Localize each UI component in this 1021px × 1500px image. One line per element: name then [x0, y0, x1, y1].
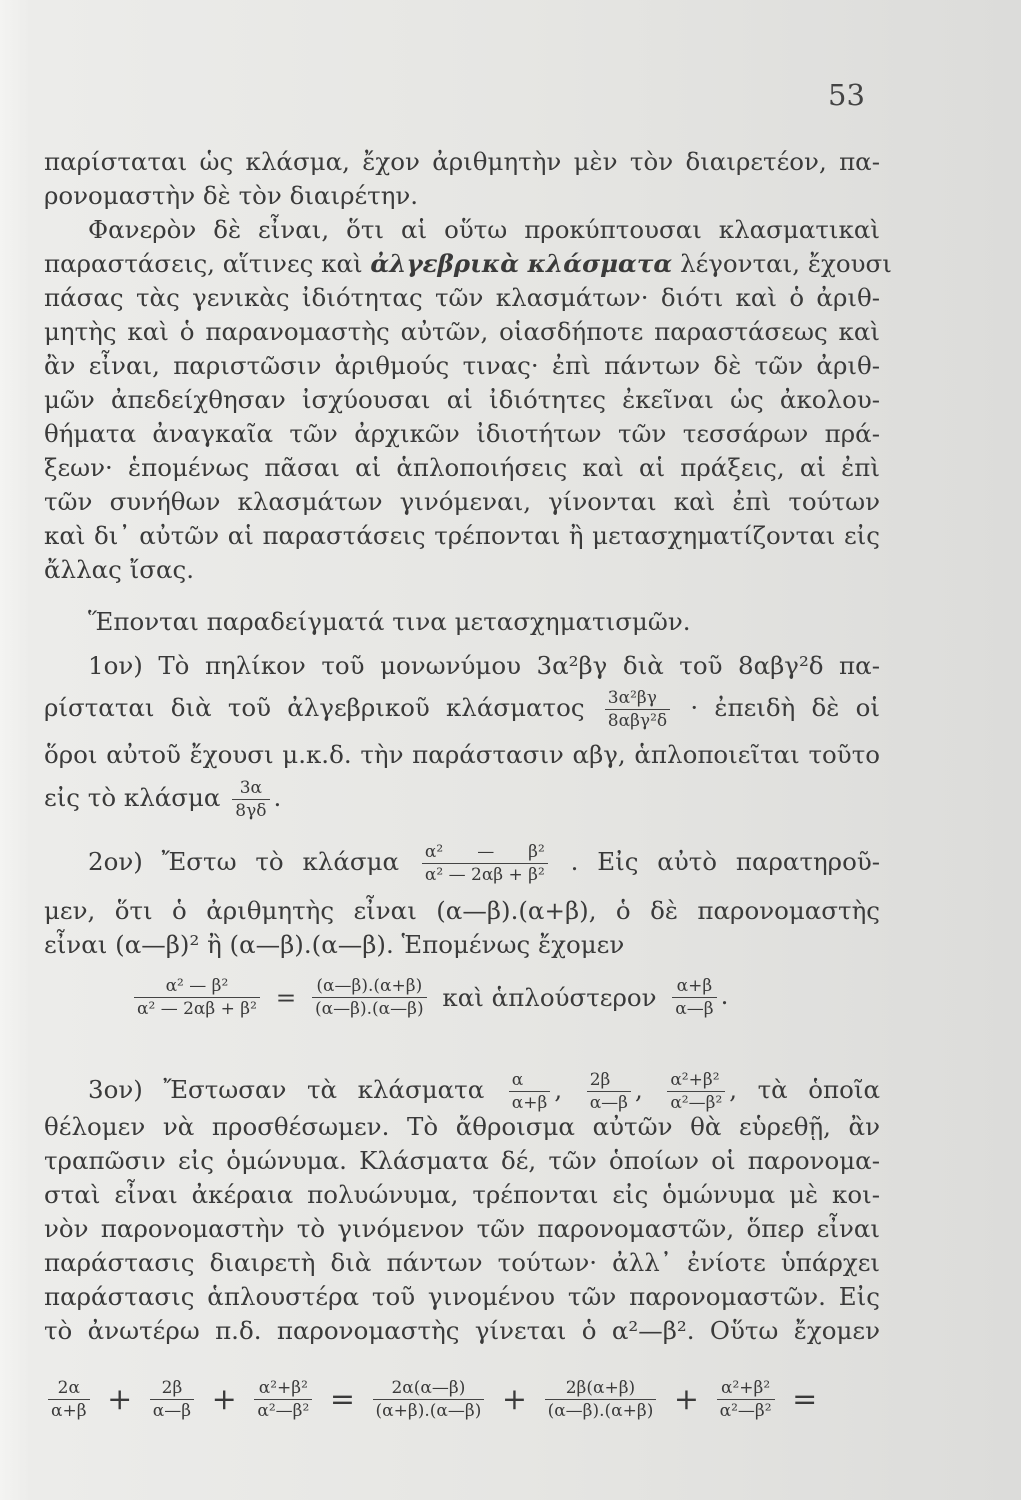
comma: , [554, 1075, 563, 1104]
fraction [150, 1378, 194, 1421]
text-segment: παραστάσεις, αἵτινες καὶ [44, 249, 363, 278]
paragraph-examples-intro [44, 605, 880, 639]
text-line: σταὶ εἶναι ἀκέραια πολυώνυμα, τρέπονται εἰς ὁμώνυμα μὲ κοι- [44, 1180, 880, 1209]
fraction-denominator: α—β [675, 999, 714, 1019]
fraction-denominator: α+β [511, 1093, 548, 1113]
comma: , [729, 1075, 738, 1104]
text-segment: . Εἰς αὐτὸ παρατηροῦ- [570, 847, 880, 876]
example-1-line-2 [44, 688, 880, 731]
fraction-numerator: α [509, 1070, 551, 1092]
equation-example-2 [130, 976, 728, 1019]
fraction-denominator: α² — 2αβ + β² [137, 999, 257, 1019]
text-line: τῶν συνήθων κλασμάτων γινόμεναι, γίνονται καὶ ἐπὶ τούτων [44, 487, 880, 516]
plus-sign: + [107, 1382, 133, 1417]
fraction-denominator: α²—β² [670, 1093, 723, 1113]
text-line [44, 842, 880, 885]
fraction [717, 1378, 775, 1421]
fraction [587, 1070, 631, 1113]
fraction-denominator: α—β [152, 1401, 192, 1421]
plus-sign: + [501, 1382, 528, 1417]
text-line: ὅροι αὐτοῦ ἔχουσι μ.κ.δ. τὴν παράστασιν αβγ, ἁπλοποιεῖται τοῦτο [44, 740, 880, 769]
fraction-numerator: α²+β² [717, 1378, 775, 1400]
example-1-line-4 [44, 778, 880, 821]
fraction-denominator: (α+β).(α—β) [375, 1401, 482, 1421]
text-line [44, 778, 880, 821]
plus-sign: + [673, 1382, 700, 1417]
text-segment: 3ον) Ἔστωσαν τὰ κλάσματα [88, 1075, 485, 1104]
example-2-line-1 [44, 842, 880, 885]
comma: , [635, 1075, 643, 1104]
equation-sum [44, 1378, 821, 1421]
text-line: θέλομεν νὰ προσθέσωμεν. Τὸ ἄθροισμα αὐτῶν θὰ εὑρεθῇ, ἂν [44, 1112, 880, 1141]
text-line: ἄλλας ἴσας. [44, 555, 195, 584]
text-line: μητὴς καὶ ὁ παρανομαστὴς αὐτῶν, οἱασδήποτε παραστάσεως καὶ [44, 317, 880, 346]
text-line: ξεων· ἑπομένως πᾶσαι αἱ ἁπλοποιήσεις καὶ αἱ πράξεις, αἱ ἐπὶ [44, 453, 880, 482]
text-segment: ρίσταται διὰ τοῦ ἀλγεβρικοῦ κλάσματος [44, 693, 585, 722]
fraction-denominator: (α—β).(α+β) [547, 1401, 654, 1421]
text-line: παρίσταται ὡς κλάσμα, ἔχον ἀριθμητὴν μὲν τὸν διαιρετέον, πα- [44, 147, 880, 176]
text-line: τὸ ἀνωτέρω π.δ. παρονομαστὴς γίνεται ὁ α²—β². Οὕτω ἔχομεν [44, 1316, 880, 1345]
example-3-line-1 [44, 1070, 880, 1113]
fraction-denominator: (α—β).(α—β) [315, 999, 424, 1019]
text-segment: 2ον) Ἔστω τὸ κλάσμα [88, 847, 400, 876]
text-line: παράστασις διαιρετὴ διὰ πάντων τούτων· ἀλλ᾽ ἐνίοτε ὑπάρχει [44, 1248, 880, 1277]
fraction-numerator: 2α(α—β) [373, 1378, 485, 1400]
fraction [232, 778, 269, 821]
fraction-numerator: α² — β² [134, 976, 260, 998]
fraction-numerator: 2β [150, 1378, 194, 1400]
text-segment: καὶ ἁπλούστερον [442, 983, 657, 1012]
equals-sign: = [275, 983, 297, 1012]
text-line: πάσας τὰς γενικὰς ἰδιότητας τῶν κλασμάτων· διότι καὶ ὁ ἀριθ- [44, 283, 880, 312]
term-algebraic-fractions: ἀλγεβρικὰ κλάσματα [370, 249, 673, 278]
fraction-numerator: 2α [48, 1378, 90, 1400]
fraction-denominator: α²—β² [719, 1401, 772, 1421]
text-line: καὶ δι᾽ αὐτῶν αἱ παραστάσεις τρέπονται ἢ μετασχηματίζονται εἰς [44, 521, 880, 550]
text-line [44, 1070, 880, 1113]
text-line [44, 688, 880, 731]
text-line: μεν, ὅτι ὁ ἀριθμητὴς εἶναι (α—β).(α+β), ὁ δὲ παρονομαστὴς [44, 896, 880, 925]
text-segment: . [273, 783, 282, 812]
fraction [254, 1378, 312, 1421]
plus-sign: + [211, 1382, 237, 1417]
fraction [373, 1378, 485, 1421]
text-line: Φανερὸν δὲ εἶναι, ὅτι αἱ οὕτω προκύπτουσαι κλασματικαὶ [88, 215, 880, 244]
fraction-numerator: 3α²βγ [605, 688, 670, 710]
example-3-body [44, 1110, 880, 1348]
example-1-line-1 [44, 649, 880, 683]
fraction [672, 976, 716, 1019]
fraction-numerator: 2β [587, 1070, 631, 1092]
fraction-numerator: α²+β² [667, 1070, 725, 1092]
fraction [545, 1378, 657, 1421]
text-line: εἶναι (α—β)² ἢ (α—β).(α—β). Ἑπομένως ἔχομεν [44, 930, 625, 959]
fraction-numerator: 3α [232, 778, 269, 800]
fraction-denominator: α—β [589, 1093, 628, 1113]
fraction-denominator: α²—β² [257, 1401, 310, 1421]
fraction [48, 1378, 90, 1421]
equals-sign: = [792, 1382, 818, 1417]
fraction [509, 1070, 551, 1113]
fraction-denominator: 8αβγ²δ [607, 711, 668, 731]
paragraph-intro [44, 145, 880, 213]
text-line: Ἕπονται παραδείγματά τινα μετασχηματισμῶν. [88, 607, 691, 636]
fraction-numerator: α² — β² [422, 842, 548, 864]
text-line: ἂν εἶναι, παριστῶσιν ἀριθμούς τινας· ἐπὶ πάντων δὲ τῶν ἀριθ- [44, 351, 880, 380]
fraction-denominator: 8γδ [235, 801, 267, 821]
fraction [667, 1070, 725, 1113]
text-line: τραπῶσιν εἰς ὁμώνυμα. Κλάσματα δέ, τῶν ὁποίων οἱ παρονομα- [44, 1146, 880, 1175]
example-2-body [44, 894, 880, 962]
text-line: θήματα ἀναγκαῖα τῶν ἀρχικῶν ἰδιοτήτων τῶν τεσσάρων πρά- [44, 419, 880, 448]
page-number: 53 [828, 78, 865, 112]
fraction-numerator: (α—β).(α+β) [312, 976, 427, 998]
text-segment: εἰς τὸ κλάσμα [44, 783, 221, 812]
fraction [422, 842, 548, 885]
text-segment: λέγονται, ἔχουσι [680, 249, 892, 278]
text-segment: . [720, 981, 729, 1010]
fraction [312, 976, 427, 1019]
fraction-numerator: 2β(α+β) [545, 1378, 657, 1400]
fraction-numerator: α+β [672, 976, 716, 998]
text-line [44, 247, 892, 281]
fraction [134, 976, 260, 1019]
example-1-line-3 [44, 738, 880, 772]
fraction [605, 688, 670, 731]
fraction-numerator: α²+β² [254, 1378, 312, 1400]
paragraph-algebraic-fractions [44, 213, 892, 587]
fraction-denominator: α+β [51, 1401, 87, 1421]
fraction-denominator: α² — 2αβ + β² [424, 865, 545, 885]
equals-sign: = [329, 1382, 355, 1417]
text-line: 1ον) Τὸ πηλίκον τοῦ μονωνύμου 3α²βγ διὰ τοῦ 8αβγ²δ πα- [88, 651, 880, 680]
text-line: νὸν παρονομαστὴν τὸ γινόμενον τῶν παρονομαστῶν, ὅπερ εἶναι [44, 1214, 880, 1243]
text-line: μῶν ἀπεδείχθησαν ἰσχύουσαι αἱ ἰδιότητες ἐκεῖναι ὡς ἀκολου- [44, 385, 880, 414]
text-line: παράστασις ἁπλουστέρα τοῦ γινομένου τῶν παρονομαστῶν. Εἰς [44, 1282, 880, 1311]
text-segment: τὰ ὁποῖα [757, 1075, 880, 1104]
text-line: ρονομαστὴν δὲ τὸν διαιρέτην. [44, 181, 419, 210]
text-segment: · ἐπειδὴ δὲ οἱ [690, 693, 880, 722]
